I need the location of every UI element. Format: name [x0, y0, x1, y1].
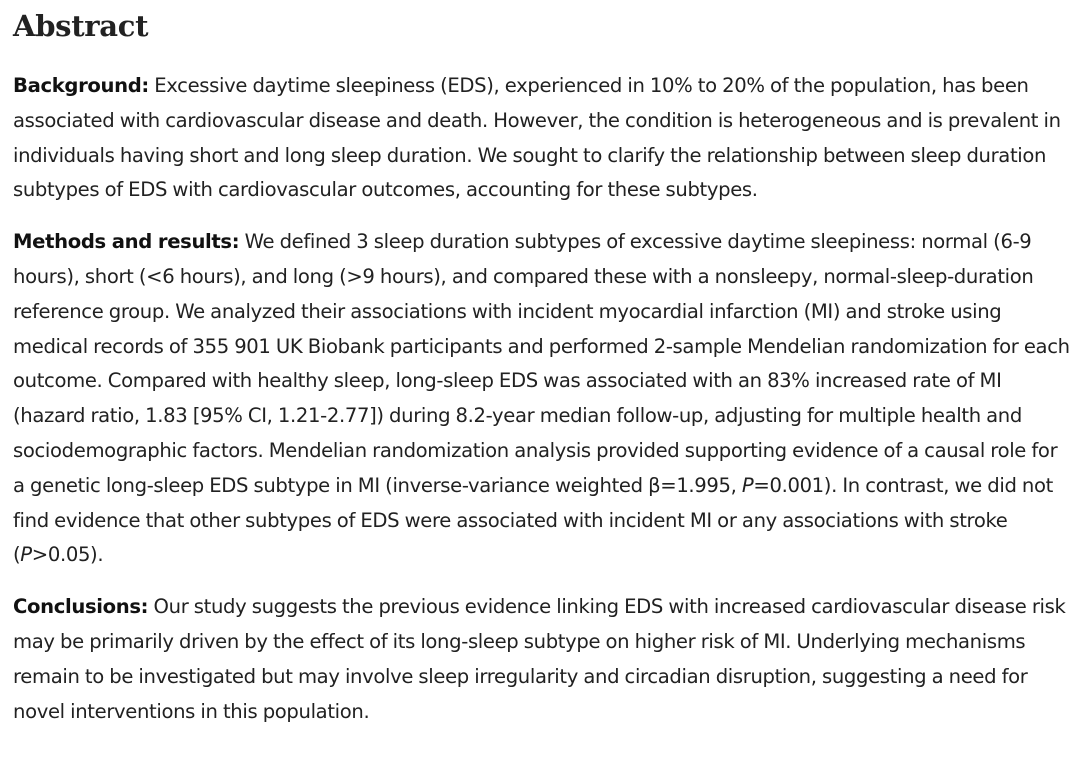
methods-results-paragraph [13, 225, 1073, 573]
conclusions-text: Our study suggests the previous evidence linking EDS with increased cardiovascular disease risk may be primarily driven by the effect of its long-sleep subtype on higher risk of MI. Underlying mechanisms remain to be investigated but may involve sleep irregularity and circadian disruption, suggesting a need for novel interventions in this population. [13, 595, 1066, 723]
background-paragraph [13, 69, 1073, 208]
p-value-symbol: P [20, 543, 32, 567]
methods-results-label: Methods and results: [13, 230, 240, 254]
abstract-section [13, 0, 1073, 729]
background-label: Background: [13, 74, 149, 97]
conclusions-label: Conclusions: [13, 595, 149, 619]
methods-text-part-1: We defined 3 sleep duration subtypes of excessive daytime sleepiness: normal (6-9 hours), short (<6 hours), and long (>9 hours), and compared these with a nonsleepy, normal-sleep-duration reference group. We analyzed their associations with incident myocardial infarction (MI) and stroke using medical records of 355 901 UK Biobank participants and performed 2-sample Mendelian randomization for each outcome. Compared with healthy sleep, long-sleep EDS was associated with an 83% increased rate of MI (hazard ratio, 1.83 [95% CI, 1.21-2.77]) during 8.2-year median follow-up, adjusting for multiple health and sociodemographic factors. Mendelian randomization analysis provided supporting evidence of a causal role for a genetic long-sleep EDS subtype in MI (inverse-variance weighted β=1.995, [13, 230, 1070, 497]
conclusions-paragraph [13, 590, 1073, 729]
background-text: Excessive daytime sleepiness (EDS), experienced in 10% to 20% of the population, has been associated with cardiovascular disease and death. However, the condition is heterogeneous and is prevalent in individuals having short and long sleep duration. We sought to clarify the relationship between sleep duration subtypes of EDS with cardiovascular outcomes, accounting for these subtypes. [13, 74, 1061, 202]
methods-text-part-3: >0.05). [31, 543, 104, 567]
abstract-heading: Abstract [13, 9, 149, 43]
methods-text-part-2: =0.001). In contrast, we did not find evidence that other subtypes of EDS were associated with incident MI or any associations with stroke ( [13, 473, 1053, 567]
p-value-symbol: P [741, 473, 754, 497]
